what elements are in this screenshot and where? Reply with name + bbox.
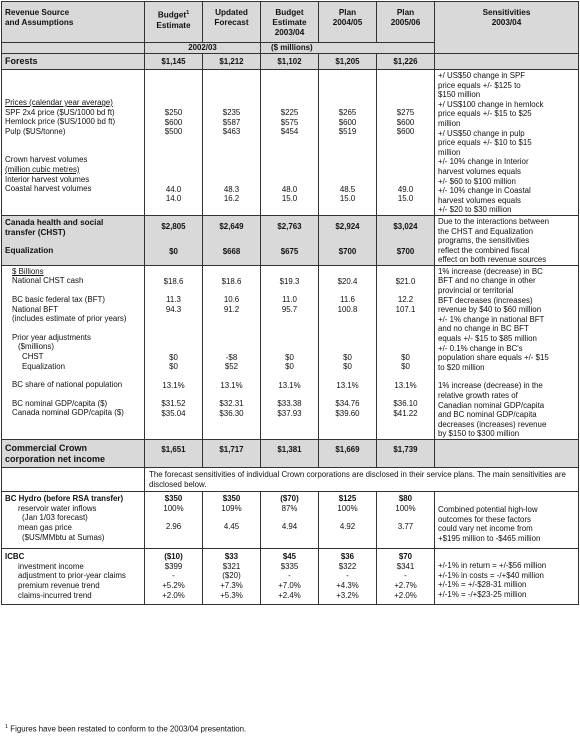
federal-sensitivities: 1% increase (decrease) in BC BFT and no change in other provincial or territorial BFT decreases (increases) revenue by $40 to $60 million +/- 1% change in national BFT and no change in BC BFT equals +/- $15 to $85 million +/- 0.1% change in BC's population share equals +/- $15 to $20 million 1% increase (decrease) in the relative growth rates of Canadian nominal GDP/capita and BC nominal GDP/capita decreases (increases) revenue by $150 to $300 million: [435, 265, 579, 439]
header-plan-0506: Plan 2005/06: [377, 2, 435, 43]
forests-row: Forests $1,145 $1,212 $1,102 $1,205 $1,226: [2, 54, 579, 70]
crown-note: The forecast sensitivities of individual Crown corporations are disclosed in their service plans. The main sensitivities are disclosed below.: [145, 467, 579, 491]
chst-sensitivities: Due to the interactions between the CHST and Equalization programs, the sensitivities reflect the combined fiscal effect on both revenue sources: [435, 215, 579, 265]
chst-label: Canada health and social: [5, 217, 104, 227]
forests-detail: Prices (calendar year average) SPF 2x4 price ($US/1000 bd ft) Hemlock price ($US/1000 bd ft) Pulp ($US/tonne) Crown harvest volumes (million cubic metres) Interior harvest volumes Coastal harvest volumes $250 $600 $500 44.0 14.0 $235 $587 $463 48.3 16.2 $225 $575 $454 48.0 15.0 $265 $600 $519 48.5 15.0 $275 $600 $600 49.0 15.0 +/ US$50 change in SPF price equals +/- $125 to $150 million +/ US$100 change in hemlock price equals +/- $15 to $25 million +/ US$50 change in pulp price equals +/- $10 to $15 million +/- 10% change in Interior harvest volumes equals +/- $60 to $100 million +/- 10% change in Coastal harvest volumes equals +/- $20 to $30 million: [2, 70, 579, 216]
hemlock-label: Hemlock price ($US/1000 bd ft): [5, 117, 116, 127]
federal-detail: $ Billions National CHST cash BC basic federal tax (BFT) National BFT (includes estimate of prior years) Prior year adjustments ($millions) CHST Equalization BC share of national population BC nominal GDP/capita ($) Canada nominal GDP/capita ($) $18.6 11.3 94.3 $0 $0 13.1% $31.52 $35.04 $18.6 10.6 91.2 -$8 $52 13.1% $32.31 $36.30 $19.3 11.0 95.7 $0 $0 13.1% $33.38 $37.93 $20.4 11.6 100.8 $0 $0 13.1% $34.76 $39.60 $21.0 12.2 107.1 $0 $0 13.1% $36.10 $41.22 1% increase (decrease) in BC BFT and no change in other provincial or territorial BFT decreases (increases) revenue by $40 to $60 million +/- 1% change in national BFT and no change in BC BFT equals +/- $15 to $85 million +/- 0.1% change in BC's population share equals +/- $15 to $20 million 1% increase (decrease) in the relative growth rates of Canadian nominal GDP/capita and BC nominal GDP/capita decreases (increases) revenue by $150 to $300 million: [2, 265, 579, 439]
bchydro-section: BC Hydro (before RSA transfer) reservoir water inflows (Jan 1/03 forecast) mean gas price ($US/MMbtu at Sumas) $350 100% 2.96 $350 109% 4.45 ($70) 87% 4.94 $125 100% 4.92 $80 100% 3.77 Combined potential high-low outcomes for these factors could vary net income from +$195 million to -$465 million: [2, 492, 579, 549]
crown-label: Commercial Crown: [5, 442, 88, 453]
icbc-label: ICBC: [5, 552, 25, 562]
footnote: $^1$ Figures have been restated to conform to the 2003/04 presentation.: [5, 724, 247, 734]
bchydro-label: BC Hydro (before RSA transfer): [5, 494, 124, 504]
header-year-0203: 2002/03: [145, 43, 261, 54]
icbc-sensitivities: +/-1% in return = +/-$56 million +/-1% in costs = -/+$40 million +/-1% = +/-$28-31 million +/-1% = -/+$23-25 million: [435, 549, 579, 605]
header-row: [2, 2, 579, 43]
spf-label: SPF 2x4 price ($US/1000 bd ft): [5, 107, 115, 117]
pulp-label: Pulp ($US/tonne): [5, 126, 66, 136]
header-plan-0405: Plan 2004/05: [319, 2, 377, 43]
coastal-label: Coastal harvest volumes: [5, 184, 92, 194]
header-budget-estimate-0304: Budget Estimate 2003/04: [261, 2, 319, 43]
bchydro-sensitivities: Combined potential high-low outcomes for these factors could vary net income from +$195 million to -$465 million: [435, 492, 579, 549]
revenue-sensitivity-table: [1, 1, 579, 605]
icbc-section: ICBC investment income adjustment to prior-year claims premium revenue trend claims-incurred trend ($10) $399 - +5.2% +2.0% $33 $321 ($20) +7.3% +5.3% $45 $335 - +7.0% +2.4% $36 $322 - +4.3% +3.2% $70 $341 - +2.7% +2.0% +/-1% in return = +/-$56 million +/-1% in costs = -/+$40 million +/-1% = +/-$28-31 million +/-1% = -/+$23-25 million: [2, 549, 579, 605]
crown-row: Commercial Crown corporation net income $1,651 $1,717 $1,381 $1,669 $1,739: [2, 439, 579, 467]
forests-sensitivities: +/ US$50 change in SPF price equals +/- $125 to $150 million +/ US$100 change in hemlock price equals +/- $15 to $25 million +/ US$50 change in pulp price equals +/- $10 to $15 million +/- 10% change in Interior harvest volumes equals +/- $60 to $100 million +/- 10% change in Coastal harvest volumes equals +/- $20 to $30 million: [435, 70, 579, 216]
chst-row: Canada health and social transfer (CHST) Equalization $2,805 $0 $2,649 $668 $2,763 $675 $2,924 $700 $3,024 $700 Due to the interactions between the CHST and Equalization programs, the sensitivities reflect the combined fiscal effect on both revenue sources: [2, 215, 579, 265]
billions-heading: $ Billions: [12, 266, 44, 276]
header-updated-forecast: Updated Forecast: [203, 2, 261, 43]
header-sensitivities: Sensitivities 2003/04: [435, 2, 579, 54]
header-budget-estimate: Budget$^1$ Estimate: [145, 2, 203, 43]
crown-harvest-heading: Crown harvest volumes: [5, 155, 88, 165]
crown-note-row: [2, 467, 579, 491]
equalization-label: Equalization: [5, 246, 54, 256]
header-revenue-source: Revenue Source and Assumptions: [2, 2, 145, 43]
prices-heading: Prices (calendar year average): [5, 98, 113, 107]
interior-label: Interior harvest volumes: [5, 174, 90, 184]
header-units: ($ millions): [261, 43, 435, 54]
